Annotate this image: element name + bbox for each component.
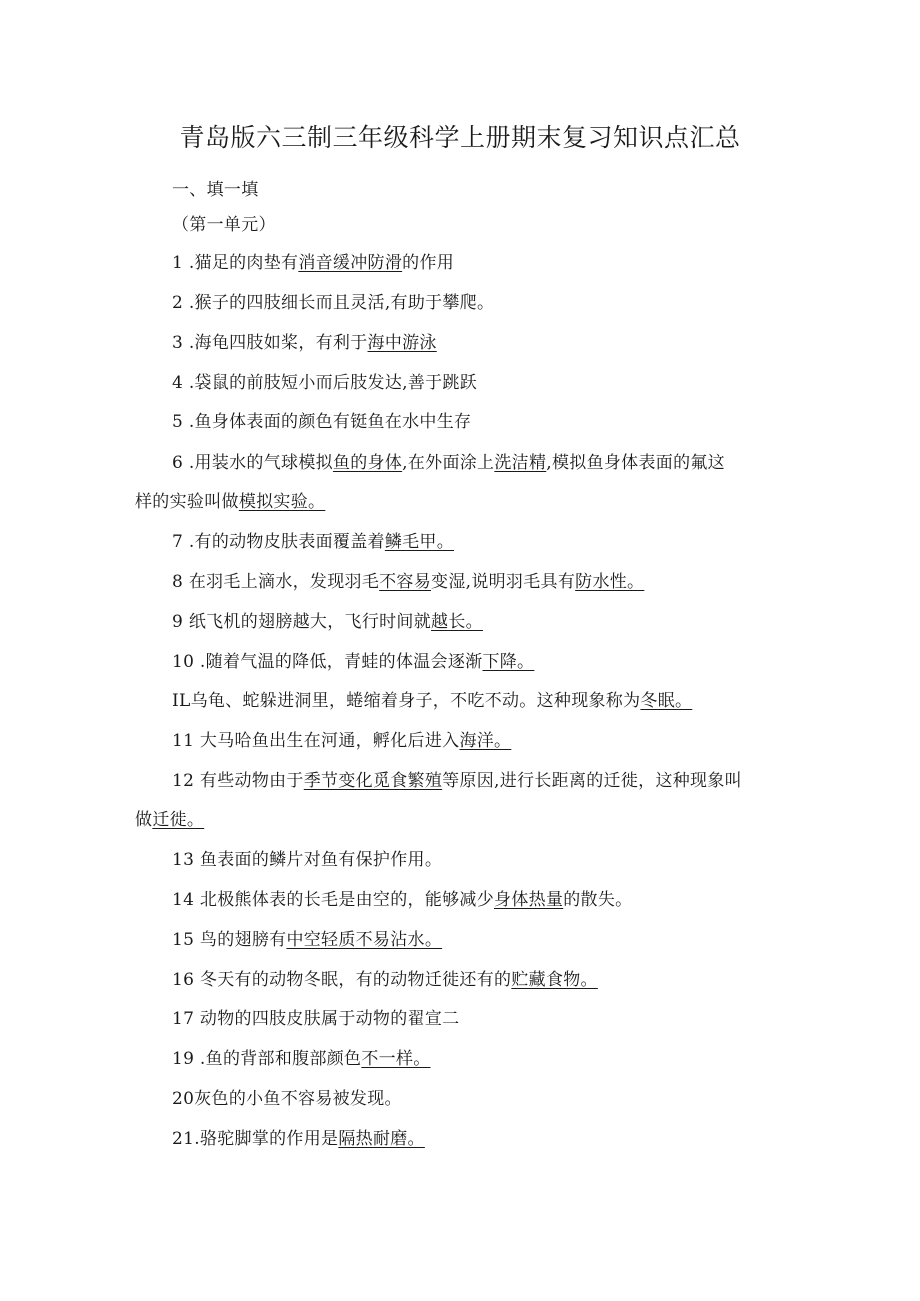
list-item: 2 .猴子的四肢细长而且灵活,有助于攀爬。 — [172, 293, 495, 313]
section-heading: 一、填一填 — [172, 180, 259, 200]
list-item: 9 纸飞机的翅膀越大，飞行时间就越长。 — [172, 612, 483, 632]
list-item: 做迁徙。 — [135, 810, 205, 830]
list-item: 6 .用装水的气球模拟鱼的身体,在外面涂上洗洁精,模拟鱼身体表面的氟这 — [172, 453, 725, 473]
list-item: IL乌龟、蛇躲进洞里，蜷缩着身子，不吃不动。这种现象称为冬眠。 — [172, 691, 693, 711]
list-item: 5 .鱼身体表面的颜色有铤鱼在水中生存 — [172, 412, 472, 432]
list-item: 21.骆驼脚掌的作用是隔热耐磨。 — [172, 1129, 425, 1149]
list-item: 10 .随着气温的降低，青蛙的体温会逐渐下降。 — [172, 652, 535, 672]
list-item: 17 动物的四肢皮肤属于动物的翟宣二 — [172, 1009, 460, 1029]
list-item: 4 .袋鼠的前肢短小而后肢发达,善于跳跃 — [172, 373, 478, 393]
list-item: 13 鱼表面的鳞片对鱼有保护作用。 — [172, 850, 443, 870]
list-item: 7 .有的动物皮肤表面覆盖着鳞毛甲。 — [172, 532, 455, 552]
list-item: 样的实验叫做模拟实验。 — [135, 492, 326, 512]
list-item: 8 在羽毛上滴水，发现羽毛不容易变湿,说明羽毛具有防水性。 — [172, 572, 645, 592]
list-item: 3 .海龟四肢如桨，有利于海中游泳 — [172, 333, 437, 353]
unit-heading: （第一单元） — [172, 215, 276, 235]
list-item: 16 冬天有的动物冬眠，有的动物迁徙还有的贮藏食物。 — [172, 970, 598, 990]
list-item: 19 .鱼的背部和腹部颜色不一样。 — [172, 1049, 431, 1069]
list-item: 14 北极熊体表的长毛是由空的，能够减少身体热量的散失。 — [172, 890, 633, 910]
list-item: 12 有些动物由于季节变化觅食繁殖等原因,进行长距离的迁徙，这种现象叫 — [172, 771, 742, 791]
list-item: 11 大马哈鱼出生在河通，孵化后进入海洋。 — [172, 731, 512, 751]
page-title: 青岛版六三制三年级科学上册期末复习知识点汇总 — [179, 123, 741, 152]
list-item: 1 .猫足的肉垫有消音缓冲防滑的作用 — [172, 253, 455, 273]
list-item: 15 鸟的翅膀有中空轻质不易沾水。 — [172, 930, 443, 950]
list-item: 20灰色的小鱼不容易被发现。 — [172, 1089, 402, 1109]
